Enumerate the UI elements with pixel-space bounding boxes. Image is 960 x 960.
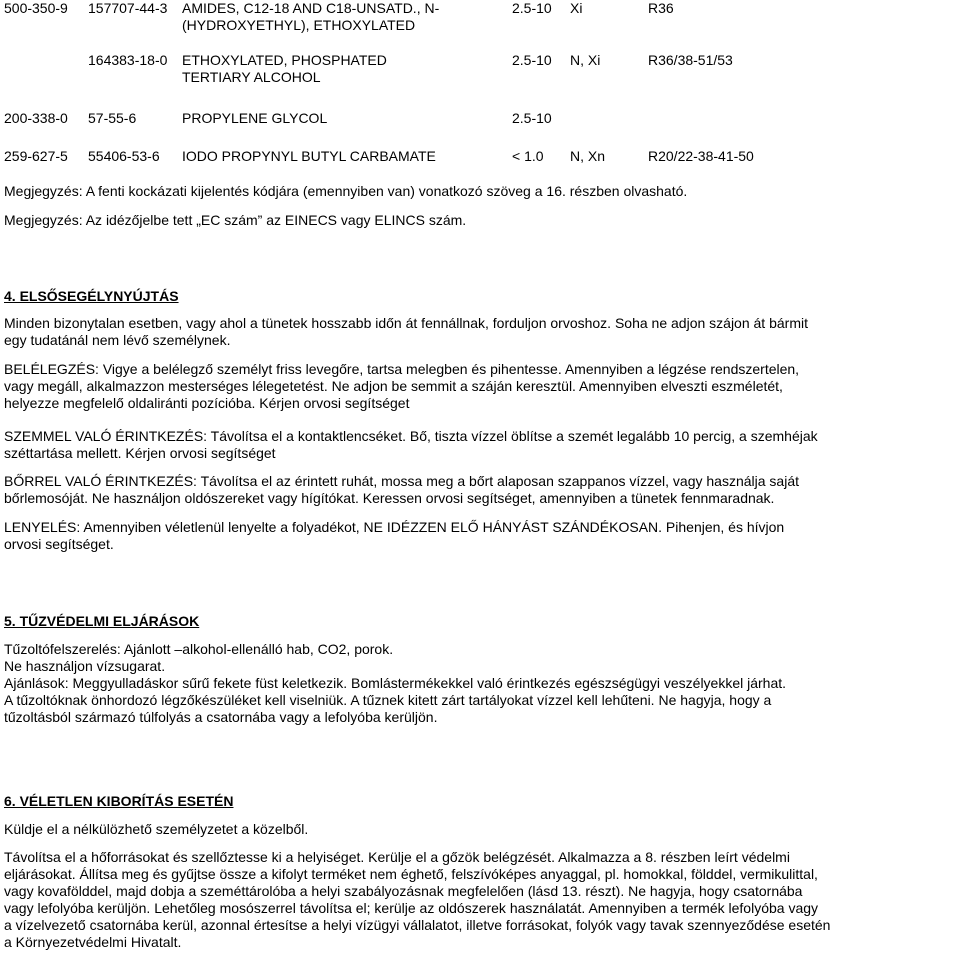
note-ec-number: Megjegyzés: Az idézőjelbe tett „EC szám” az EINECS vagy ELINCS szám. — [4, 212, 467, 228]
paragraph-line: egy tudatánál nem lévő személynek. — [4, 332, 231, 348]
cas-number: 57-55-6 — [88, 110, 137, 126]
risk-phrases: R36 — [648, 0, 674, 16]
paragraph-line: orvosi segítséget. — [4, 536, 114, 552]
concentration: 2.5-10 — [512, 52, 552, 68]
paragraph-line: LENYELÉS: Amennyiben véletlenül lenyelte a folyadékot, NE IDÉZZEN ELŐ HÁNYÁST SZÁNDÉKOSAN. Pihenjen, és hívjon — [4, 519, 785, 535]
paragraph-line: Ajánlások: Meggyulladáskor sűrű fekete füst keletkezik. Bomlástermékekkel való érintkezés egészségügyi veszélyekkel járhat. — [4, 675, 787, 691]
paragraph-line: tűzoltásból származó túlfolyás a csatornába vagy a lefolyóba kerüljön. — [4, 709, 438, 725]
paragraph-line: Tűzoltófelszerelés: Ajánlott –alkohol-ellenálló hab, CO2, porok. — [4, 641, 394, 657]
paragraph-line: BŐRREL VALÓ ÉRINTKEZÉS: Távolítsa el az érintett ruhát, mossa meg a bőrt alaposan szappanos vízzel, vagy használja saját — [4, 473, 800, 489]
section-6-heading: 6. VÉLETLEN KIBORÍTÁS ESETÉN — [4, 793, 234, 809]
paragraph-line: Minden bizonytalan esetben, vagy ahol a tünetek hosszabb időn át fennállnak, forduljon orvoshoz. Soha ne adjon szájon át bármit — [4, 315, 808, 331]
paragraph-line: eljárásokat. Állítsa meg és gyűjtse össze a kifolyt terméket nem éghető, felszívóképes anyaggal, pl. homokkal, földdel, vermikulittal, — [4, 866, 818, 882]
section-4-heading: 4. ELSŐSEGÉLYNYÚJTÁS — [4, 288, 179, 304]
first-aid-eye-contact — [4, 428, 956, 462]
hazard-symbol: N, Xn — [570, 148, 606, 164]
first-aid-general — [4, 315, 956, 349]
component-name-line: TERTIARY ALCOHOL — [182, 69, 321, 85]
ec-number: 200-338-0 — [4, 110, 68, 126]
risk-phrases: R20/22-38-41-50 — [648, 148, 754, 164]
first-aid-inhalation — [4, 361, 956, 412]
paragraph-line: a vízelvezető csatornába kerül, azonnal értesítse a helyi vízügyi vállalatot, illetve forrásokat, folyók vagy tavak szennyeződése esetén — [4, 917, 831, 933]
paragraph-line: vagy megáll, alkalmazzon mesterséges lélegetetést. Ne adjon be semmit a száján keresztül. Amennyiben elveszti eszméletét, — [4, 378, 783, 394]
paragraph-line: a Környezetvédelmi Hivatalt. — [4, 934, 182, 950]
hazard-symbol: N, Xi — [570, 52, 601, 68]
paragraph-line: vagy kovafölddel, majd dobja a szeméttárolóba a helyi szabályozásnak megfelelően (lásd 13. részt). Ne hagyja, hogy csatornába — [4, 883, 803, 899]
ec-number: 259-627-5 — [4, 148, 68, 164]
table-row — [0, 148, 960, 166]
firefighting-measures — [4, 641, 956, 726]
component-name-line: (HYDROXYETHYL), ETHOXYLATED — [182, 17, 416, 33]
component-name-line: ETHOXYLATED, PHOSPHATED — [182, 52, 387, 68]
paragraph-line: helyezze megfelelő oldaliránti pozícióba. Kérjen orvosi segítséget — [4, 395, 410, 411]
ec-number: 500-350-9 — [4, 0, 68, 16]
first-aid-ingestion — [4, 519, 956, 553]
component-name-line: PROPYLENE GLYCOL — [182, 110, 328, 126]
concentration: 2.5-10 — [512, 110, 552, 126]
accidental-release-intro: Küldje el a nélkülözhető személyzetet a közelből. — [4, 821, 309, 837]
concentration: < 1.0 — [512, 148, 544, 164]
table-row — [0, 0, 960, 36]
table-row — [0, 52, 960, 88]
risk-phrases: R36/38-51/53 — [648, 52, 733, 68]
note-risk-phrases: Megjegyzés: A fenti kockázati kijelentés kódjára (emennyiben van) vonatkozó szöveg a 16. részben olvasható. — [4, 183, 688, 199]
paragraph-line: vagy lefolyóba kerüljön. Lehetőleg mosószerrel távolítsa el; kerülje az oldószerek használatát. Amennyiben a termék lefolyóba vagy — [4, 900, 819, 916]
paragraph-line: BELÉLEGZÉS: Vigye a belélegző személyt friss levegőre, tartsa melegben és pihentesse. Amennyiben a légzése rendszertelen, — [4, 361, 800, 377]
first-aid-skin-contact — [4, 473, 956, 507]
component-name-line: IODO PROPYNYL BUTYL CARBAMATE — [182, 148, 436, 164]
cas-number: 164383-18-0 — [88, 52, 168, 68]
section-5-heading: 5. TŰZVÉDELMI ELJÁRÁSOK — [4, 613, 200, 629]
paragraph-line: széttartása mellett. Kérjen orvosi segítséget — [4, 445, 276, 461]
paragraph-line: SZEMMEL VALÓ ÉRINTKEZÉS: Távolítsa el a kontaktlencséket. Bő, tiszta vízzel öblítse a szemét legalább 10 percig, a szemhéjak — [4, 428, 818, 444]
table-row — [0, 110, 960, 128]
paragraph-line: Távolítsa el a hőforrásokat és szellőztesse ki a helyiséget. Kerülje el a gőzök belégzését. Alkalmazza a 8. részben leírt védelmi — [4, 849, 790, 865]
accidental-release-measures — [4, 849, 956, 951]
paragraph-line: A tűzoltóknak önhordozó légzőkészüléket kell viselniük. A tűznek kitett zárt tartályokat vízzel kell lehűteni. Ne hagyja, hogy a — [4, 692, 772, 708]
paragraph-line: Ne használjon vízsugarat. — [4, 658, 166, 674]
paragraph-line: bőrlemosóját. Ne használjon oldószereket vagy hígítókat. Keressen orvosi segítséget, amennyiben a tünetek fennmaradnak. — [4, 490, 775, 506]
concentration: 2.5-10 — [512, 0, 552, 16]
hazard-symbol: Xi — [570, 0, 583, 16]
cas-number: 55406-53-6 — [88, 148, 160, 164]
component-name-line: AMIDES, C12-18 AND C18-UNSATD., N- — [182, 0, 440, 16]
cas-number: 157707-44-3 — [88, 0, 168, 16]
